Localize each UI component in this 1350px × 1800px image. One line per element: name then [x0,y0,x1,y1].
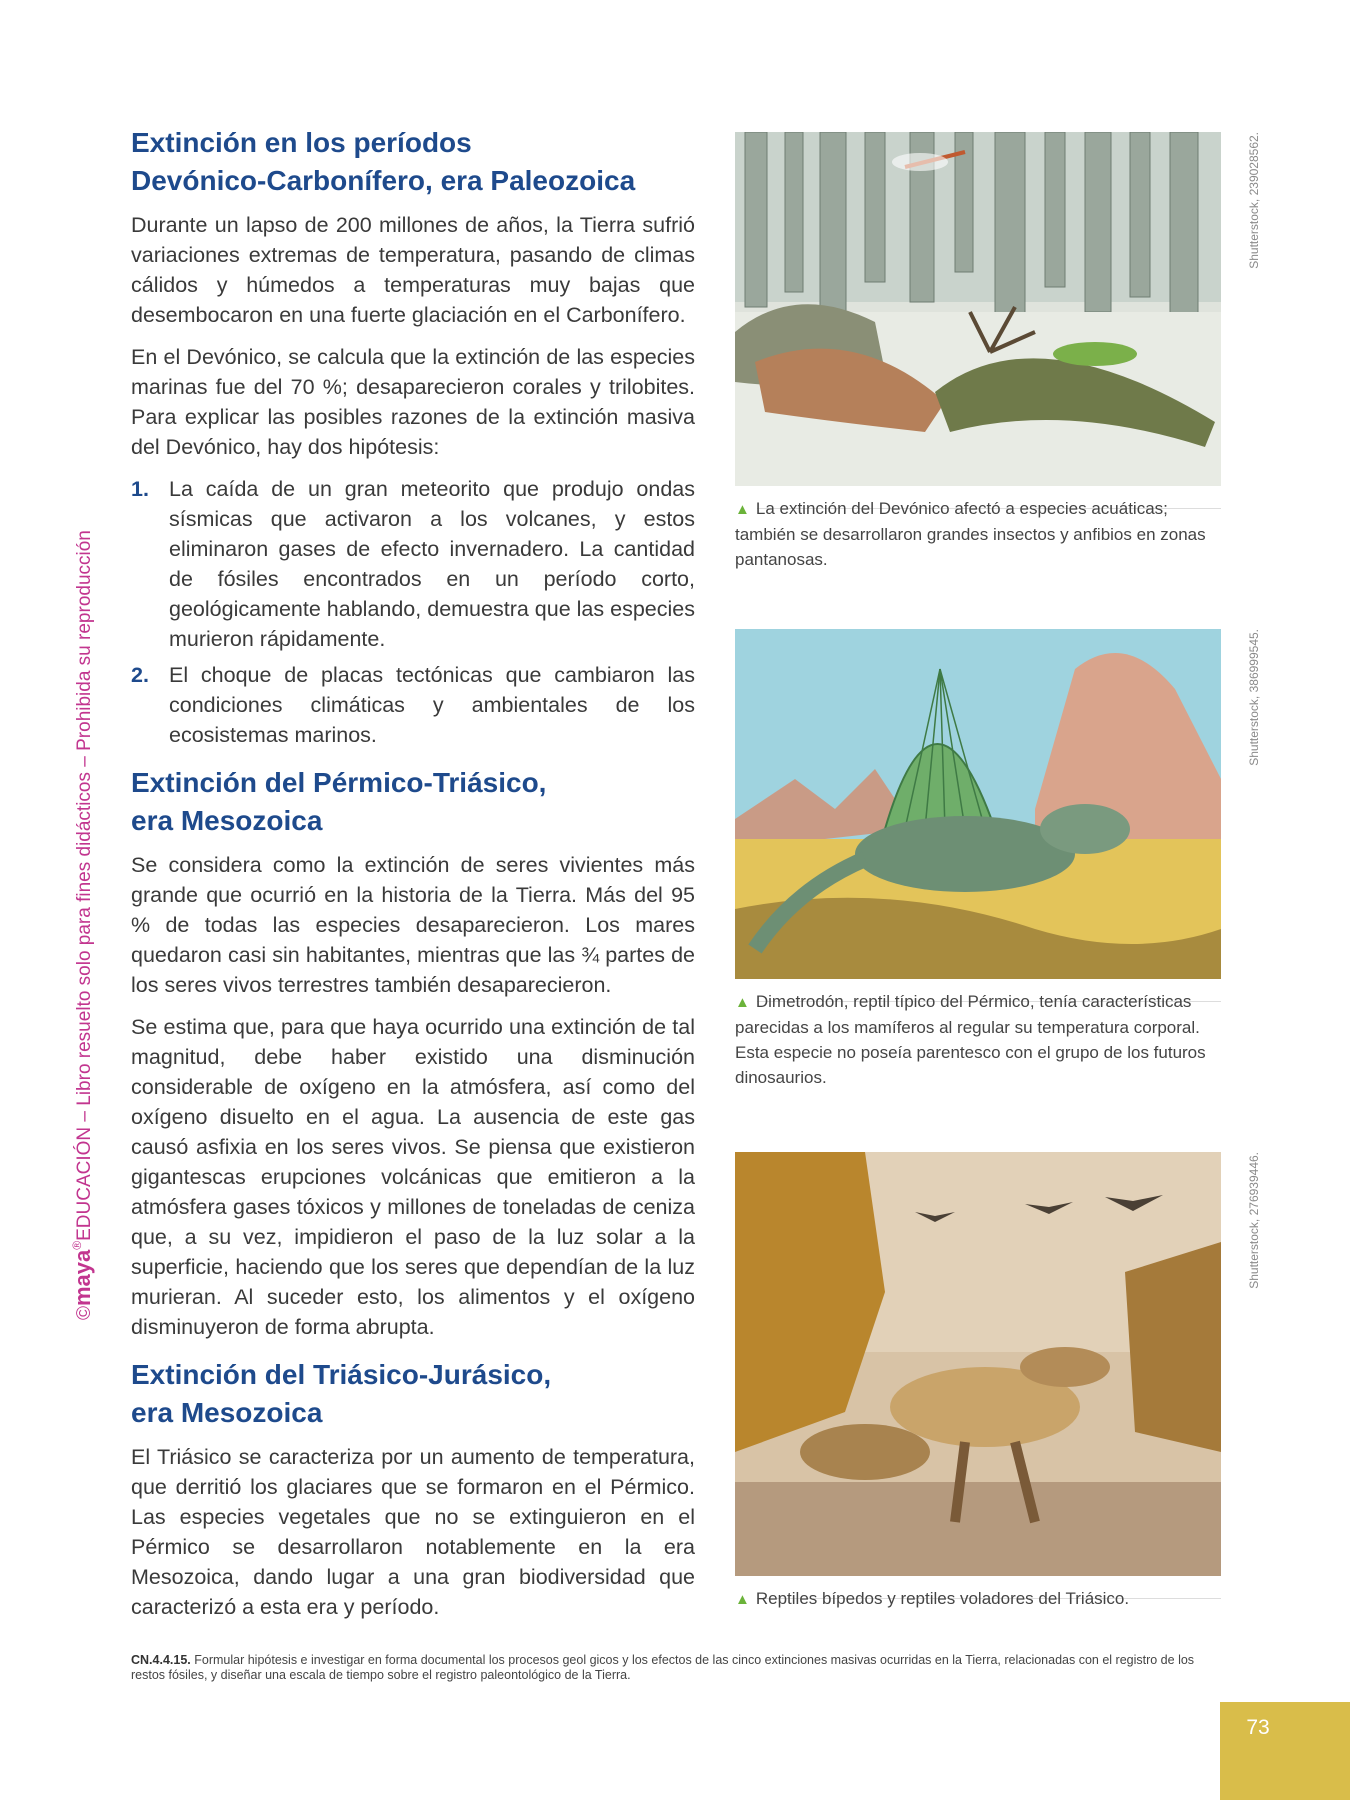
brand-logo: maya [70,1249,95,1306]
triangle-marker-icon: ▲ [735,1591,750,1608]
title-line: Extinción del Triásico-Jurásico, [131,1359,552,1390]
section-title-permico [131,764,695,840]
devonian-swamp-illustration [735,132,1221,486]
figure-caption [735,989,1221,1090]
triangle-marker-icon: ▲ [735,994,750,1011]
list-number: 2. [131,663,149,687]
caption-text: La extinción del Devónico afectó a especies acuáticas; también se desarrollaron grandes insectos y anfibios en zonas pantanosas. [735,499,1206,569]
figure-devonico [735,132,1261,572]
sidebar-text: EDUCACIÓN – Libro resuelto solo para fines didácticos – Prohibida su reproducción [74,530,95,1241]
caption-text: Reptiles bípedos y reptiles voladores del Triásico. [755,1589,1130,1608]
figure-permico [735,629,1261,1090]
caption-text: Dimetrodón, reptil típico del Pérmico, tenía características parecidas a los mamíferos al regular su temperatura corporal. Esta especie no poseía parentesco con el grupo de los futuros dinosaurios. [735,992,1206,1087]
footnote-text: Formular hipótesis e investigar en forma documental los procesos geol gicos y los efectos de las cinco extinciones masivas ocurridas en la Tierra, relacionadas con el registro de los restos fósiles, y diseñar una escala de tiempo sobre el registro paleontológico de la Tierra. [131,1653,1195,1682]
title-line: Extinción en los períodos [131,127,472,158]
title-line: Extinción del Pérmico-Triásico, [131,767,547,798]
section-title-triasico [131,1356,695,1432]
triangle-marker-icon: ▲ [735,501,750,518]
paragraph: Se considera como la extinción de seres vivientes más grande que ocurrió en la historia de la Tierra. Más del 95 % de todas las especies desaparecieron. Los mares quedaron casi sin habitantes, mientras que las ¾ partes de los seres vivos terrestres también desaparecieron. [131,853,695,997]
title-line: Devónico-Carbonífero, era Paleozoica [131,165,636,196]
page-number: 73 [1246,1716,1270,1739]
paragraph: Durante un lapso de 200 millones de años, la Tierra sufrió variaciones extremas de temperatura, pasando de climas cálidos y húmedos a temperaturas muy bajas que desembocaron en una fuerte glaciación en el Carbonífero. [131,213,695,327]
photo-credit: Shutterstock, 239028562. [1247,132,1261,269]
dimetrodon-illustration [735,629,1221,979]
page-number-tab [1220,1702,1350,1800]
figure-triasico [735,1152,1261,1612]
copyright-symbol: © [74,1306,95,1320]
curriculum-footnote [131,1653,1223,1683]
triassic-reptiles-illustration [735,1152,1221,1576]
hypothesis-list [131,474,695,750]
title-line: era Mesozoica [131,1397,323,1428]
main-text-column [131,124,695,1634]
figure-caption [735,496,1221,572]
registered-symbol: ® [70,1240,84,1250]
list-item [131,660,695,750]
list-item-text: El choque de placas tectónicas que cambiaron las condiciones climáticas y ambientales de los ecosistemas marinos. [169,663,695,747]
photo-credit: Shutterstock, 276939446. [1247,1152,1261,1289]
paragraph: El Triásico se caracteriza por un aumento de temperatura, que derritió los glaciares que se formaron en el Pérmico. Las especies vegetales que no se extinguieron en el Pérmico se desarrollaron notablemente en la era Mesozoica, dando lugar a una gran biodiversidad que caracterizó a esta era y período. [131,1445,695,1619]
section-title-devonico [131,124,695,200]
list-item [131,474,695,654]
title-line: era Mesozoica [131,805,323,836]
paragraph: En el Devónico, se calcula que la extinción de las especies marinas fue del 70 %; desaparecieron corales y trilobites. Para explicar las posibles razones de la extinción masiva del Devónico, hay dos hipótesis: [131,345,695,459]
photo-credit: Shutterstock, 386999545. [1247,629,1261,766]
figure-caption [735,1586,1221,1612]
list-number: 1. [131,477,149,501]
footnote-code: CN.4.4.15. [131,1653,191,1667]
paragraph: Se estima que, para que haya ocurrido una extinción de tal magnitud, debe haber existido una disminución considerable de oxígeno en la atmósfera, así como del oxígeno disuelto en el agua. La ausencia de este gas causó asfixia en los seres vivos. Se piensa que existieron gigantescas erupciones volcánicas que emitieron a la atmósfera gases tóxicos y millones de toneladas de ceniza que, a su vez, impidieron el paso de la luz solar a la superficie, haciendo que los seres que dependían de la luz murieran. Al suceder esto, los alimentos y el oxígeno disminuyeron de forma abrupta. [131,1015,695,1339]
list-item-text: La caída de un gran meteorito que produjo ondas sísmicas que activaron a los volcanes, y estos eliminaron gases de efecto invernadero. La cantidad de fósiles encontrados en un período corto, geológicamente hablando, demuestra que las especies murieron rápidamente. [169,477,695,651]
